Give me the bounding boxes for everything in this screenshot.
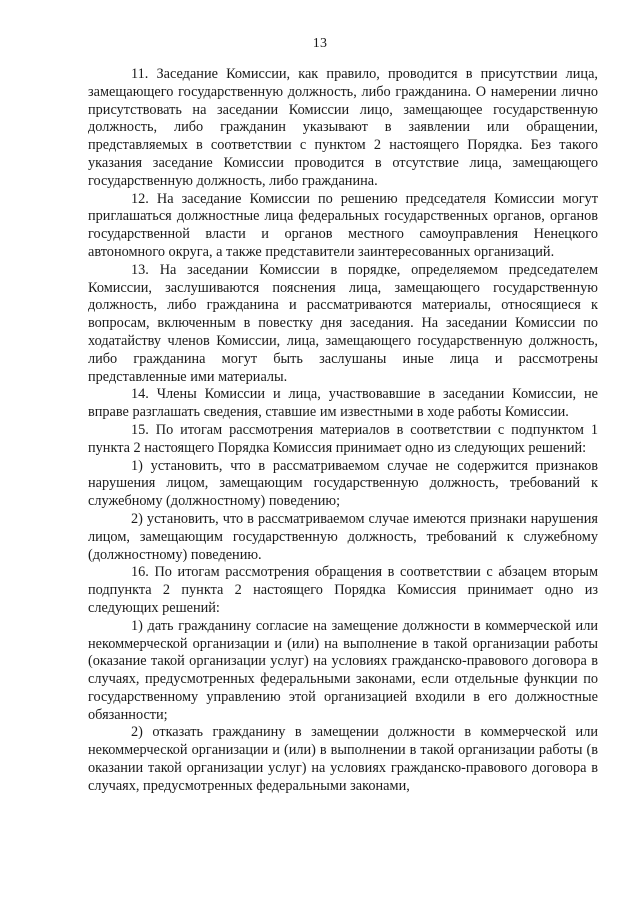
paragraph-16: 16. По итогам рассмотрения обращения в соответствии с абзацем вторым подпункта 2 пункта 2 настоящего Порядка Комиссия принимает одно из следующих решений: [88, 564, 598, 616]
paragraph-14: 14. Члены Комиссии и лица, участвовавшие в заседании Комиссии, не вправе разглашать сведения, ставшие им известными в ходе работы Комиссии. [88, 386, 598, 421]
paragraph-11: 11. Заседание Комиссии, как правило, проводится в присутствии лица, замещающего государственную должность, либо гражданина. О намерении лично присутствовать на заседании Комиссии лицо, замещающее государственную должность, либо гражданин указывают в заявлении или обращении, представляемых в соответствии с пунктом 2 настоящего Порядка. Без такого указания заседание Комиссии проводится в отсутствие лица, замещающего государственную должность, либо гражданина. [88, 66, 598, 189]
paragraph-15-item-2: 2) установить, что в рассматриваемом случае имеются признаки нарушения лицом, замещающим государственную должность, требований к служебному (должностному) поведению. [88, 510, 598, 563]
paragraph-15: 15. По итогам рассмотрения материалов в соответствии с подпунктом 1 пункта 2 настоящего Порядка Комиссия принимает одно из следующих решений: [88, 421, 598, 456]
paragraph-16-item-2: 2) отказать гражданину в замещении должности в коммерческой или некоммерческой организации и (или) в выполнении в такой организации работы (в оказании такой организации услуг) на условиях гражданско-правового договора в случаях, предусмотренных федеральными законами, [88, 724, 598, 794]
paragraph-15-item-1: 1) установить, что в рассматриваемом случае не содержится признаков нарушения лицом, замещающим государственную должность, требований к служебному (должностному) поведению; [88, 457, 598, 510]
paragraph-12: 12. На заседание Комиссии по решению председателя Комиссии могут приглашаться должностные лица федеральных государственных органов, органов государственной власти и органов местного самоуправления Ненецкого автономного округа, а также представители заинтересованных организаций. [88, 190, 598, 260]
paragraph-13: 13. На заседании Комиссии в порядке, определяемом председателем Комиссии, заслушиваются пояснения лица, замещающего государственную должность, либо гражданина и рассматриваются материалы, относящиеся к вопросам, включенным в повестку дня заседания. На заседании Комиссии по ходатайству членов Комиссии, лица, замещающего государственную должность, либо гражданина могут быть заслушаны иные лица и рассмотрены представленные ими материалы. [88, 261, 598, 385]
paragraph-16-item-1: 1) дать гражданину согласие на замещение должности в коммерческой или некоммерческой организации и (или) на выполнение в такой организации работы (оказание такой организации услуг) на условиях гражданско-правового договора в случаях, предусмотренных федеральными законами, если отдельные функции по государственному управлению этой организацией входили в его должностные обязанности; [88, 617, 598, 723]
document-body [88, 66, 598, 796]
page-number: 13 [312, 36, 328, 51]
